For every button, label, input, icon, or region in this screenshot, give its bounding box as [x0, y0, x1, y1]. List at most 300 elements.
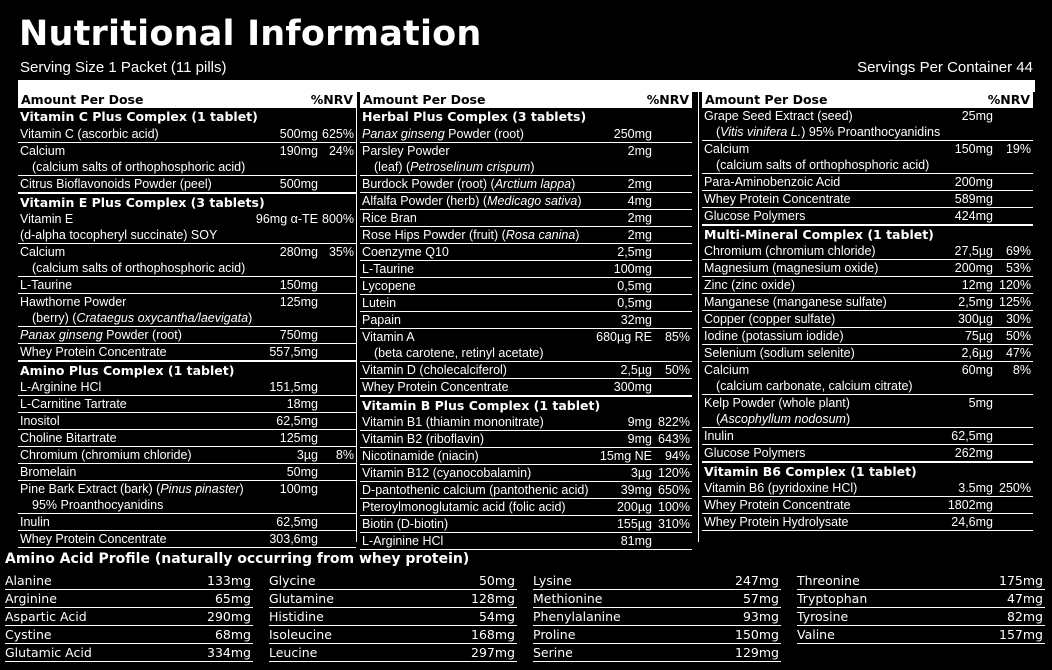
- amino-amount: 157mg: [999, 627, 1043, 642]
- nutrient-name: Para-Aminobenzoic Acid: [704, 175, 841, 189]
- nutrient-name: Calcium: [20, 245, 66, 259]
- nutrient-row: [702, 141, 1033, 174]
- column-divider: [698, 92, 699, 542]
- nutrient-name: [20, 327, 182, 343]
- nutrient-name-prefix: Rose Hips Powder (fruit) (: [362, 228, 506, 242]
- nutrient-row: [18, 379, 356, 396]
- amino-amount: 65mg: [214, 591, 251, 606]
- nutrient-row: [18, 413, 356, 430]
- nutrient-name: Kelp Powder (whole plant): [704, 396, 850, 410]
- nutrient-amount: 12mg: [961, 278, 993, 292]
- nutrient-amount: 5mg: [968, 396, 993, 410]
- nutrient-amount: 9mg: [627, 415, 652, 429]
- complex-section-title: Vitamin C Plus Complex (1 tablet): [20, 109, 258, 124]
- nutrient-nrv: 50%: [1005, 329, 1031, 343]
- amino-name: Arginine: [5, 591, 57, 606]
- nutrient-name: Vitamin B6 (pyridoxine HCl): [704, 481, 858, 495]
- nutrient-name: Whey Protein Concentrate: [20, 532, 167, 546]
- nutrient-amount: 424mg: [954, 209, 993, 223]
- nutrient-nrv: 120%: [999, 278, 1031, 292]
- nutrient-row: [702, 108, 1033, 141]
- nutrient-name: Parsley Powder: [362, 144, 450, 158]
- nutrient-nrv: 94%: [664, 449, 690, 463]
- subtext-prefix: (berry) (: [32, 311, 77, 325]
- nutrient-amount: 303,6mg: [269, 532, 318, 546]
- nutrient-name: Selenium (sodium selenite): [704, 346, 855, 360]
- nutrient-name: Vitamin B2 (riboflavin): [362, 432, 485, 446]
- nutrient-subtext: (calcium salts of orthophosphoric acid): [32, 160, 246, 174]
- nutrient-name-suffix: ): [239, 482, 244, 496]
- complex-section-title: Vitamin B Plus Complex (1 tablet): [360, 396, 692, 414]
- amino-row: [269, 644, 517, 662]
- nutrient-row: [18, 126, 356, 143]
- nutrient-name-prefix: Alfalfa Powder (herb) (: [362, 194, 488, 208]
- nutrient-name: Magnesium (magnesium oxide): [704, 261, 879, 275]
- amino-amount: 150mg: [735, 627, 779, 642]
- nutrient-column: [18, 92, 356, 546]
- nutrient-amount: 300mg: [613, 380, 652, 394]
- nutrient-nrv: 47%: [1005, 346, 1031, 360]
- nutrient-name: Nicotinamide (niacin): [362, 449, 479, 463]
- nutrient-amount: 200µg: [616, 500, 652, 514]
- nutrient-name-latin: Panax ginseng: [20, 328, 103, 342]
- nutrient-amount: 3.5mg: [958, 481, 993, 495]
- nutrient-name: D-pantothenic calcium (pantothenic acid): [362, 483, 589, 497]
- nutrient-name: Papain: [362, 313, 401, 327]
- nutrient-nrv: 50%: [664, 363, 690, 377]
- nutrient-row: [702, 395, 1033, 428]
- nutrient-name: Copper (copper sulfate): [704, 312, 836, 326]
- nutrient-amount: 0,5mg: [617, 279, 652, 293]
- nutrient-amount: 125mg: [279, 295, 318, 309]
- amino-row: [5, 626, 253, 644]
- amino-amount: 54mg: [478, 609, 515, 624]
- nutrient-name: Calcium: [20, 144, 66, 158]
- nutrient-amount: 60mg: [961, 363, 993, 377]
- nutrient-row: [360, 465, 692, 482]
- amino-acid-profile: [0, 548, 1052, 670]
- nutrient-subtext: (calcium carbonate, calcium citrate): [716, 379, 913, 393]
- amino-name: Proline: [533, 627, 576, 642]
- amino-row: [533, 572, 781, 590]
- nutrient-name: Rice Bran: [362, 211, 417, 225]
- nutrient-name: [362, 176, 575, 192]
- column-header: [18, 92, 356, 108]
- nutrient-nrv: 643%: [658, 432, 690, 446]
- nutrient-name: Lutein: [362, 296, 397, 310]
- nutrient-row: [702, 174, 1033, 191]
- amino-amount: 334mg: [207, 645, 251, 660]
- amino-row: [533, 608, 781, 626]
- nutrient-nrv: 120%: [658, 466, 690, 480]
- nutrient-amount: 155µg: [616, 517, 652, 531]
- nutrient-subtext: (calcium salts of orthophosphoric acid): [32, 261, 246, 275]
- nutrient-nrv: 24%: [328, 144, 354, 158]
- nrv-header: %NRV: [646, 92, 689, 107]
- amino-name: Tyrosine: [797, 609, 849, 624]
- nutrient-row: [702, 294, 1033, 311]
- amino-row: [5, 608, 253, 626]
- nutrient-name: Iodine (potassium iodide): [704, 329, 844, 343]
- nutrient-column: [360, 92, 692, 548]
- amino-name: Cystine: [5, 627, 52, 642]
- nutrient-name: Inulin: [20, 515, 50, 529]
- nutrient-name-suffix: ): [575, 228, 580, 242]
- amino-row: [5, 572, 253, 590]
- nutrient-nrv: 100%: [658, 500, 690, 514]
- nutrient-column: [702, 92, 1033, 542]
- amino-row: [533, 626, 781, 644]
- nutrient-amount: 24,6mg: [951, 515, 993, 529]
- nutrient-amount: 2,5mg: [617, 245, 652, 259]
- amount-per-dose-header: Amount Per Dose: [705, 92, 828, 107]
- nutrient-amount: 18mg: [286, 397, 318, 411]
- amino-name: Glycine: [269, 573, 316, 588]
- nutrient-nrv: 650%: [658, 483, 690, 497]
- amino-row: [797, 572, 1045, 590]
- header-divider-bar: [18, 80, 1035, 92]
- amino-amount: 50mg: [478, 573, 515, 588]
- amino-amount: 47mg: [1006, 591, 1043, 606]
- amino-row: [269, 590, 517, 608]
- nutrient-name: L-Arginine HCl: [20, 380, 102, 394]
- nutrient-row: [18, 277, 356, 294]
- servings-per-container: Servings Per Container 44: [857, 59, 1033, 76]
- nutrient-amount: 500mg: [279, 127, 318, 141]
- nutrient-amount: 2,6µg: [961, 346, 993, 360]
- nutrient-row: [702, 328, 1033, 345]
- nutrient-row: [18, 244, 356, 277]
- nutrient-amount: 62,5mg: [951, 429, 993, 443]
- nutrient-row: [18, 143, 356, 176]
- amino-amount: 290mg: [207, 609, 251, 624]
- nutrient-name: Choline Bitartrate: [20, 431, 117, 445]
- amino-name: Leucine: [269, 645, 318, 660]
- amino-amount: 68mg: [214, 627, 251, 642]
- nutrient-amount: 2mg: [627, 144, 652, 158]
- nutrient-nrv: 125%: [999, 295, 1031, 309]
- amino-row: [797, 590, 1045, 608]
- nutrient-amount: 62,5mg: [276, 414, 318, 428]
- complex-section-title: Amino Plus Complex (1 tablet): [18, 361, 356, 379]
- nutrient-amount: 200mg: [954, 175, 993, 189]
- nutrient-subtext: (beta carotene, retinyl acetate): [374, 346, 544, 360]
- nutrient-name: Whey Protein Concentrate: [704, 498, 851, 512]
- nutrient-subtext: [32, 310, 252, 326]
- amino-amount: 82mg: [1006, 609, 1043, 624]
- nutrient-name: Whey Protein Hydrolysate: [704, 515, 849, 529]
- nutrient-row: [18, 396, 356, 413]
- nutrient-name: Vitamin C (ascorbic acid): [20, 127, 159, 141]
- nutrient-row: [702, 428, 1033, 445]
- nutrient-name: Bromelain: [20, 465, 77, 479]
- nutrient-row: [360, 482, 692, 499]
- nutrient-row: [360, 362, 692, 379]
- nutrient-name: Manganese (manganese sulfate): [704, 295, 887, 309]
- nutrient-row: [360, 295, 692, 312]
- serving-size: Serving Size 1 Packet (11 pills): [20, 59, 227, 76]
- nutrient-nrv: 250%: [999, 481, 1031, 495]
- nutrient-name: Whey Protein Concentrate: [20, 345, 167, 359]
- nutrient-name-latin: Pinus pinaster: [160, 482, 240, 496]
- nutrient-amount: 750mg: [279, 328, 318, 342]
- nutrient-row: [18, 481, 356, 514]
- subtext-prefix: (: [716, 412, 721, 426]
- amino-row: [269, 626, 517, 644]
- amino-row: [797, 608, 1045, 626]
- nutrient-row: [702, 445, 1033, 462]
- nutrient-name-suffix: ): [571, 177, 576, 191]
- column-header: [702, 92, 1033, 108]
- amino-row: [269, 572, 517, 590]
- nutrient-nrv: 85%: [664, 330, 690, 344]
- nutrient-amount: 1802mg: [947, 498, 993, 512]
- subtext-suffix: ): [530, 160, 535, 174]
- nutrient-nrv: 19%: [1005, 142, 1031, 156]
- nutrient-row: [702, 311, 1033, 328]
- nutrient-amount: 96mg α-TE: [255, 212, 318, 226]
- nutrient-subtext: (calcium salts of orthophosphoric acid): [716, 158, 930, 172]
- nutrient-amount: 27,5µg: [954, 244, 993, 258]
- nrv-header: %NRV: [310, 92, 353, 107]
- nutrient-name: Chromium (chromium chloride): [20, 448, 192, 462]
- amino-row: [5, 644, 253, 662]
- nrv-header: %NRV: [987, 92, 1030, 107]
- nutrient-name: Chromium (chromium chloride): [704, 244, 876, 258]
- nutrient-name: Biotin (D-biotin): [362, 517, 449, 531]
- nutrient-subtext: [716, 411, 850, 427]
- amino-amount: 93mg: [742, 609, 779, 624]
- nutrient-row: [18, 531, 356, 548]
- nutrient-amount: 100mg: [613, 262, 652, 276]
- nutrient-nrv: 30%: [1005, 312, 1031, 326]
- nutrient-amount: 3µg: [630, 466, 652, 480]
- amino-name: Tryptophan: [797, 591, 868, 606]
- nutrient-amount: 0,5mg: [617, 296, 652, 310]
- nutrient-row: [702, 480, 1033, 497]
- nutrient-subtext: [716, 124, 940, 140]
- nutrient-amount: 3µg: [296, 448, 318, 462]
- nutrient-name: L-Taurine: [362, 262, 415, 276]
- nutrient-row: [360, 414, 692, 431]
- nutrient-name-latin: Rosa canina: [505, 228, 576, 242]
- amino-name: Phenylalanine: [533, 609, 621, 624]
- nutrient-amount: 4mg: [627, 194, 652, 208]
- amino-row: [797, 626, 1045, 644]
- nutrition-panel: [10, 8, 1043, 546]
- nutrient-row: [360, 379, 692, 396]
- nutrient-name: Inulin: [704, 429, 734, 443]
- nutrient-row: [18, 176, 356, 193]
- amino-amount: 175mg: [999, 573, 1043, 588]
- nutrient-amount: 250mg: [613, 127, 652, 141]
- amino-acid-title: Amino Acid Profile (naturally occurring from whey protein): [5, 551, 470, 567]
- nutrient-amount: 200mg: [954, 261, 993, 275]
- nutrient-amount: 2mg: [627, 177, 652, 191]
- nutrient-name-rest: Powder (root): [444, 127, 524, 141]
- nutrient-amount: 2mg: [627, 211, 652, 225]
- nutrient-amount: 2,5mg: [958, 295, 993, 309]
- nutrient-amount: 39mg: [620, 483, 652, 497]
- amino-amount: 133mg: [207, 573, 251, 588]
- nutrient-row: [702, 260, 1033, 277]
- nutrient-amount: 190mg: [279, 144, 318, 158]
- nutrient-amount: 557,5mg: [269, 345, 318, 359]
- nutrient-amount: 280mg: [279, 245, 318, 259]
- nutrient-row: [360, 126, 692, 143]
- amino-amount: 297mg: [471, 645, 515, 660]
- nutrient-name-rest: Powder (root): [102, 328, 182, 342]
- nutrient-nrv: 35%: [328, 245, 354, 259]
- nutrient-name: Calcium: [704, 363, 750, 377]
- amount-per-dose-header: Amount Per Dose: [363, 92, 486, 107]
- amino-name: Isoleucine: [269, 627, 332, 642]
- complex-section-title: Herbal Plus Complex (3 tablets): [362, 109, 587, 124]
- nutrient-name: Coenzyme Q10: [362, 245, 449, 259]
- amino-name: Valine: [797, 627, 835, 642]
- nutrient-name: Vitamin B1 (thiamin mononitrate): [362, 415, 544, 429]
- nutrient-name: L-Carnitine Tartrate: [20, 397, 127, 411]
- nutrient-row: [360, 516, 692, 533]
- amino-name: Glutamic Acid: [5, 645, 92, 660]
- nutrient-row: [360, 244, 692, 261]
- nutrient-name: Hawthorne Powder: [20, 295, 127, 309]
- complex-section-title: Vitamin E Plus Complex (3 tablets): [18, 193, 356, 211]
- amino-column: [5, 572, 253, 662]
- subtext-suffix: ): [845, 412, 851, 426]
- nutrient-row: [702, 497, 1033, 514]
- amino-name: Histidine: [269, 609, 324, 624]
- amino-column: [797, 572, 1045, 644]
- nutrient-row: [360, 312, 692, 329]
- nutrient-row: [702, 362, 1033, 395]
- nutrient-name: [362, 126, 524, 142]
- amino-amount: 57mg: [742, 591, 779, 606]
- amount-per-dose-header: Amount Per Dose: [21, 92, 144, 107]
- subtext-latin: Petroselinum crispum: [410, 160, 531, 174]
- nutrient-amount: 62,5mg: [276, 515, 318, 529]
- nutrient-nrv: 8%: [335, 448, 354, 462]
- nutrient-name: Vitamin A: [362, 330, 415, 344]
- amino-name: Glutamine: [269, 591, 334, 606]
- nutrient-subtext: (d-alpha tocopheryl succinate) SOY: [20, 228, 218, 242]
- nutrient-name: Calcium: [704, 142, 750, 156]
- amino-name: Serine: [533, 645, 573, 660]
- nutrient-row: [18, 447, 356, 464]
- nutrient-name: [362, 227, 579, 243]
- nutrient-row: [702, 277, 1033, 294]
- nutrient-name: Zinc (zinc oxide): [704, 278, 795, 292]
- nutrient-name-latin: Arctium lappa: [494, 177, 572, 191]
- nutrient-row: [360, 499, 692, 516]
- complex-section-title: Vitamin B6 Complex (1 tablet): [702, 462, 1033, 480]
- nutrient-name: L-Taurine: [20, 278, 73, 292]
- amino-column: [533, 572, 781, 662]
- nutrient-name: Citrus Bioflavonoids Powder (peel): [20, 177, 212, 191]
- nutrient-name: Whey Protein Concentrate: [362, 380, 509, 394]
- nutrient-row: [360, 278, 692, 295]
- nutrient-row: [702, 208, 1033, 225]
- nutrient-row: [18, 327, 356, 344]
- nutrient-amount: 300µg: [957, 312, 993, 326]
- column-header: [360, 92, 692, 108]
- column-divider: [356, 92, 357, 542]
- nutrient-name: Grape Seed Extract (seed): [704, 109, 853, 123]
- nutrient-nrv: 800%: [322, 212, 354, 226]
- amino-name: Aspartic Acid: [5, 609, 87, 624]
- nutrient-amount: 150mg: [279, 278, 318, 292]
- nutrient-nrv: 69%: [1005, 244, 1031, 258]
- nutrient-name-suffix: ): [577, 194, 582, 208]
- subtext-suffix: ): [248, 311, 253, 325]
- nutrient-row: [18, 464, 356, 481]
- amino-name: Alanine: [5, 573, 52, 588]
- nutrient-row: [360, 261, 692, 278]
- nutrient-amount: 75µg: [964, 329, 993, 343]
- nutrient-amount: 500mg: [279, 177, 318, 191]
- amino-amount: 168mg: [471, 627, 515, 642]
- amino-column: [269, 572, 517, 662]
- nutrient-name: Glucose Polymers: [704, 209, 806, 223]
- nutrient-amount: 25mg: [961, 109, 993, 123]
- nutrient-row: [702, 514, 1033, 531]
- nutrient-amount: 2,5µg: [620, 363, 652, 377]
- subtext-suffix: ) 95% Proanthocyanidins: [801, 125, 941, 139]
- nutrient-nrv: 625%: [322, 127, 354, 141]
- nutrient-name: Lycopene: [362, 279, 416, 293]
- nutrient-amount: 125mg: [279, 431, 318, 445]
- nutrient-name: L-Arginine HCl: [362, 534, 444, 548]
- nutrient-amount: 9mg: [627, 432, 652, 446]
- nutrient-name: Vitamin D (cholecalciferol): [362, 363, 507, 377]
- nutrient-name: Vitamin B12 (cyanocobalamin): [362, 466, 532, 480]
- nutrient-amount: 32mg: [620, 313, 652, 327]
- amino-amount: 128mg: [471, 591, 515, 606]
- nutrient-row: [360, 227, 692, 244]
- nutrient-amount: 150mg: [954, 142, 993, 156]
- nutrient-row: [360, 210, 692, 227]
- nutrient-nrv: 8%: [1012, 363, 1031, 377]
- nutrient-amount: 100mg: [279, 482, 318, 496]
- amino-name: Threonine: [797, 573, 860, 588]
- nutrient-subtext: [374, 159, 534, 175]
- nutrient-amount: 262mg: [954, 446, 993, 460]
- subtext-prefix: (leaf) (: [374, 160, 411, 174]
- nutrient-name: Vitamin E: [20, 212, 74, 226]
- nutrient-row: [360, 431, 692, 448]
- nutrient-nrv: 53%: [1005, 261, 1031, 275]
- nutrient-amount: 81mg: [620, 534, 652, 548]
- nutrient-row: [360, 143, 692, 176]
- nutrient-row: [18, 344, 356, 361]
- nutrient-name: [362, 193, 582, 209]
- amino-amount: 247mg: [735, 573, 779, 588]
- nutrient-row: [18, 294, 356, 327]
- nutrient-name: Glucose Polymers: [704, 446, 806, 460]
- amino-name: Methionine: [533, 591, 603, 606]
- amino-row: [269, 608, 517, 626]
- nutrient-amount: 50mg: [286, 465, 318, 479]
- complex-section-title: Multi-Mineral Complex (1 tablet): [702, 225, 1033, 243]
- amino-row: [533, 644, 781, 662]
- subtext-latin: Vitis vinifera L.: [720, 125, 802, 139]
- amino-name: Lysine: [533, 573, 572, 588]
- subtext-latin: Ascophyllum nodosum: [720, 412, 846, 426]
- nutrient-row: [702, 345, 1033, 362]
- nutrient-amount: 2mg: [627, 228, 652, 242]
- nutrient-nrv: 822%: [658, 415, 690, 429]
- nutrient-row: [360, 329, 692, 362]
